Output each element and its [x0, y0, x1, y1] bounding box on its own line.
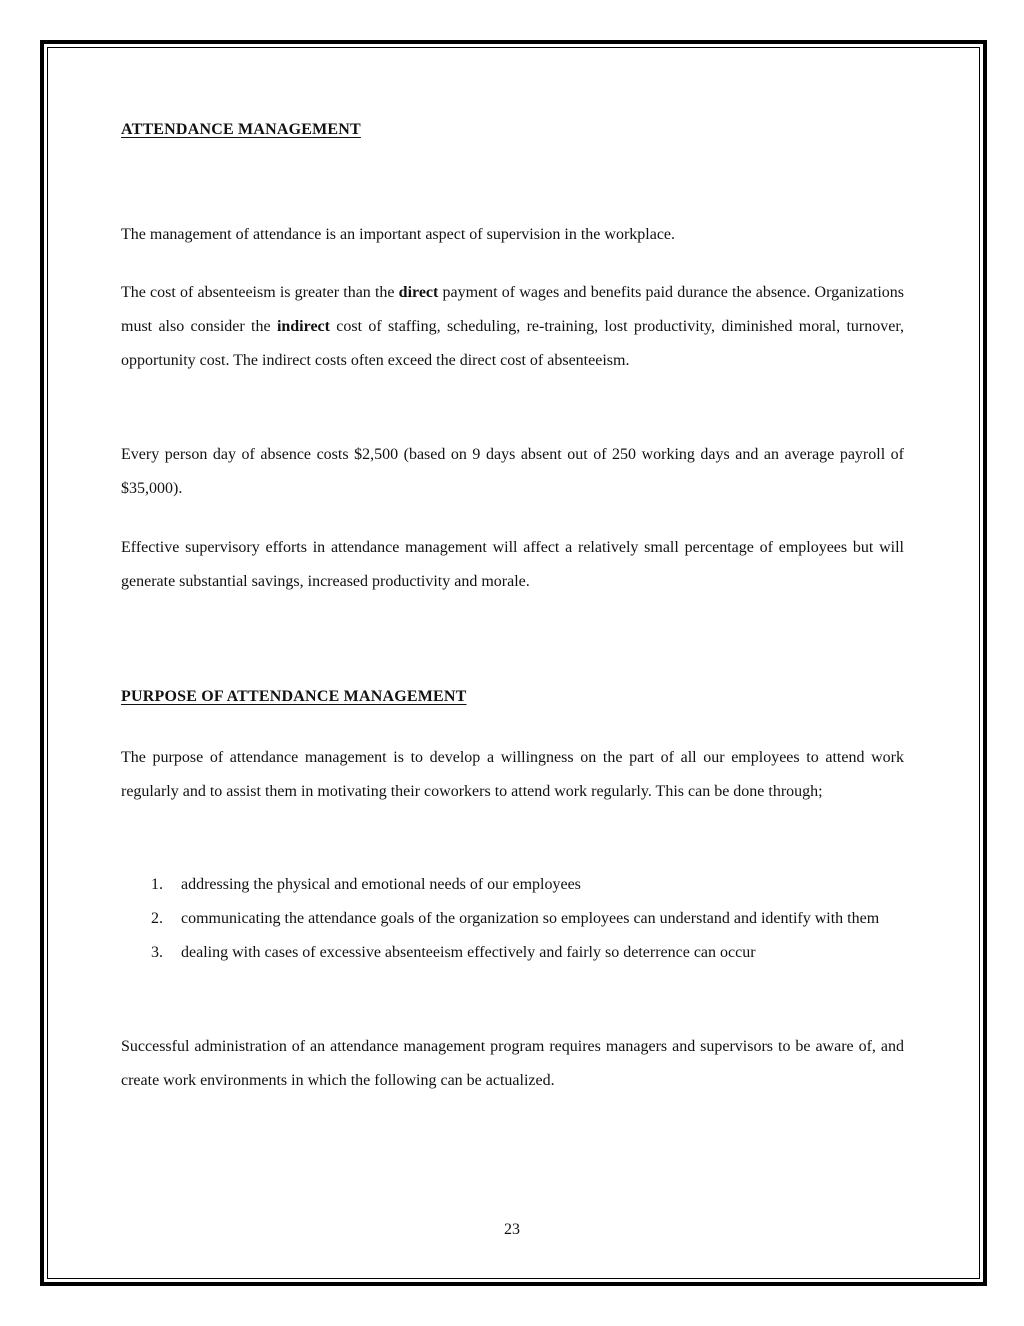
list-item	[121, 936, 904, 970]
text-run: payment of wages and benefits paid durance the absence. Organizations must also consider the	[121, 284, 904, 335]
list-item-number: 1.	[151, 876, 163, 893]
page-number: 23	[504, 1221, 520, 1238]
list-item-number: 3.	[151, 944, 163, 961]
paragraph-successful-administration: Successful administration of an attendance management program requires managers and supervisors to be aware of, and create work environments in which the following can be actualized.	[121, 1038, 904, 1089]
paragraph-cost-of-absenteeism	[121, 276, 904, 378]
list-item-text: addressing the physical and emotional needs of our employees	[181, 876, 581, 893]
text-run: The cost of absenteeism is greater than the	[121, 284, 399, 301]
section-heading-attendance-management: ATTENDANCE MANAGEMENT	[121, 121, 361, 138]
list-item	[121, 902, 904, 936]
list-item-text: communicating the attendance goals of the organization so employees can understand and identify with them	[181, 910, 880, 927]
bold-term-indirect: indirect	[276, 318, 330, 335]
paragraph-intro: The management of attendance is an important aspect of supervision in the workplace.	[121, 226, 676, 243]
paragraph-absence-cost: Every person day of absence costs $2,500 (based on 9 days absent out of 250 working days and an average payroll of $35,000).	[121, 446, 904, 497]
bold-term-direct: direct	[398, 284, 439, 301]
list-item-text: dealing with cases of excessive absenteeism effectively and fairly so deterrence can occur	[181, 944, 756, 961]
paragraph-purpose: The purpose of attendance management is to develop a willingness on the part of all our employees to attend work regularly and to assist them in motivating their coworkers to attend work regularly. This can be done through;	[121, 749, 904, 800]
text-run: cost of staffing, scheduling, re-training, lost productivity, diminished moral, turnover, opportunity cost. The indirect costs often exceed the direct cost of absenteeism.	[121, 318, 905, 369]
purpose-list	[121, 868, 904, 970]
list-item-number: 2.	[151, 910, 163, 927]
paragraph-supervisory-efforts: Effective supervisory efforts in attendance management will affect a relatively small percentage of employees but will generate substantial savings, increased productivity and morale.	[121, 539, 904, 590]
section-heading-purpose: PURPOSE OF ATTENDANCE MANAGEMENT	[121, 688, 467, 705]
list-item	[121, 868, 904, 902]
